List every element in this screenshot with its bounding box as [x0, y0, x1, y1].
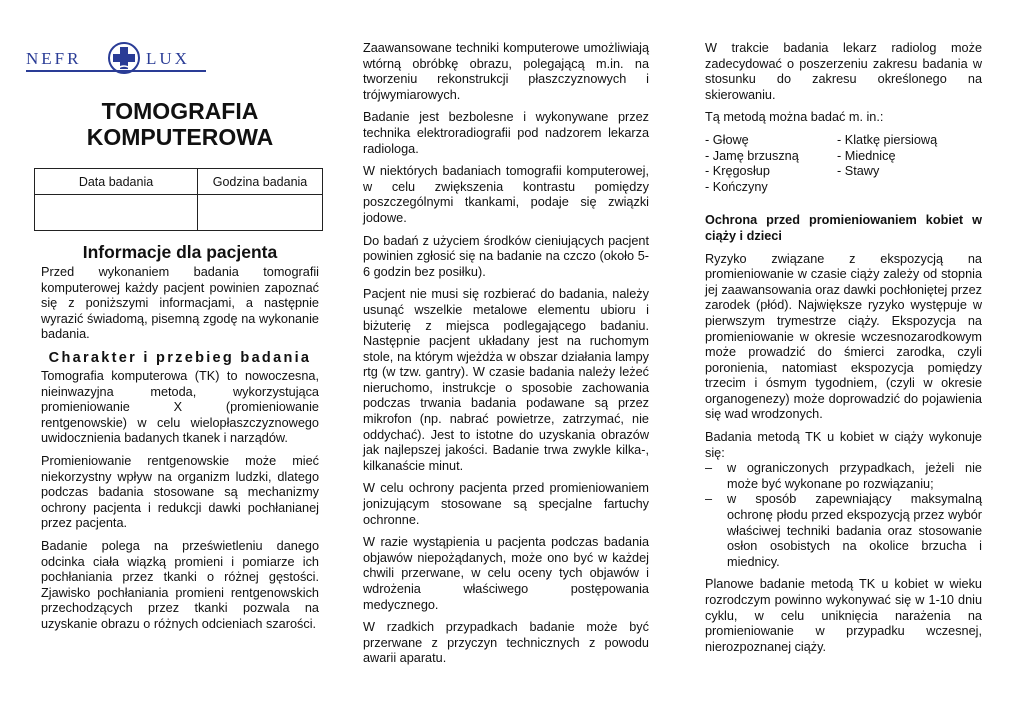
- list-item: - Miednicę: [837, 148, 896, 163]
- paragraph: Tomografia komputerowa (TK) to nowoczesna, nieinwazyjna metoda, wykorzystująca promieniowanie X (promieniowanie rentgenowskie) w celu wielopłaszczyznowego uwidocznienia badanych tkanek i narządów.: [41, 368, 319, 446]
- paragraph: Pacjent nie musi się rozbierać do badania, należy usunąć wszelkie metalowe elementu ubioru i biżuterię z miejsca podlegającego badaniu. Następnie pacjent układany jest na ruchomym stole, na którym wjeżdża w obszar działania lampy rtg (w tzw. gantry). W czasie badania należy leżeć nieruchomo, instrukcje o sposobie zachowania podczas trwania badania podawane są przez mikrofon (np. nabrać powietrze, zatrzymać, nie oddychać). Jest to istotne do uzyskania obrazów jak najlepszej jakości. Badanie trwa zwykle kilka-, kilkanaście minut.: [363, 287, 649, 473]
- pregnancy-conditions-list: [705, 461, 982, 570]
- paragraph: W trakcie badania lekarz radiolog może zadecydować o poszerzeniu zakresu badania w stosunku do zakresu określonego na skierowaniu.: [705, 41, 982, 102]
- list-item: - Klatkę piersiową: [837, 132, 938, 147]
- section-heading: Charakter i przebieg badania: [48, 349, 312, 366]
- paragraph: Zaawansowane techniki komputerowe umożliwiają wtórną obróbkę obrazu, polegającą m.in. na tworzeniu rekonstrukcji płaszczyznowych i trójwymiarowych.: [363, 41, 649, 102]
- nefrolux-logo: [26, 38, 206, 78]
- paragraph: Tą metodą można badać m. in.:: [705, 110, 884, 125]
- column-3: [705, 41, 982, 724]
- intro-paragraph: Przed wykonaniem badania tomografii komputerowej każdy pacjent powinien zapoznać się z poniższymi informacjami, a następnie wyrazić świadomą, pisemną zgodę na wykonanie badania.: [41, 265, 319, 342]
- list-item: - Stawy: [837, 164, 880, 179]
- body-regions-list: [705, 133, 982, 195]
- cross-emblem-icon: [106, 38, 142, 78]
- list-item: – w sposób zapewniający maksymalną ochronę płodu przed ekspozycją przez wybór właściwej techniki badania oraz stosowanie osłon osobistych na okolice brzucha i miednicy.: [705, 492, 982, 570]
- list-item: - Jamę brzuszną: [705, 148, 799, 163]
- date-header: Data badania: [35, 169, 198, 195]
- title-line-1: TOMOGRAFIA: [101, 98, 259, 124]
- paragraph: W celu ochrony pacjenta przed promieniowaniem jonizującym stosowane są specjalne fartuchy ochronne.: [363, 481, 649, 527]
- logo-underline: [26, 70, 206, 72]
- time-field[interactable]: [198, 195, 323, 231]
- protection-heading: Ochrona przed promieniowaniem kobiet w ciąży i dzieci: [705, 213, 982, 243]
- column-1: [41, 265, 319, 724]
- time-header: Godzina badania: [198, 169, 323, 195]
- paragraph: Badanie jest bezbolesne i wykonywane przez technika elektroradiografii pod nadzorem lekarza radiologa.: [363, 110, 649, 156]
- date-time-table: [34, 168, 323, 231]
- list-item: [837, 180, 982, 196]
- list-item: - Kończyny: [705, 179, 768, 194]
- list-item: – w ograniczonych przypadkach, jeżeli nie może być wykonane po rozwiązaniu;: [705, 461, 982, 492]
- paragraph: W rzadkich przypadkach badanie może być przerwane z przyczyn technicznych z powodu awarii aparatu.: [363, 620, 649, 666]
- paragraph: W niektórych badaniach tomografii komputerowej, w celu zwiększenia kontrastu pomiędzy poszczególnymi tkankami, podaje się związki jodowe.: [363, 164, 649, 225]
- document-title: [41, 98, 319, 150]
- logo-text-left: NEFR: [26, 49, 82, 68]
- paragraph: Planowe badanie metodą TK u kobiet w wieku rozrodczym powinno wykonywać się w 1-10 dniu cyklu, w celu uniknięcia narażenia na promieniowanie w przypadku wczesnej, nierozpoznanej ciąży.: [705, 577, 982, 654]
- title-line-2: KOMPUTEROWA: [86, 124, 274, 150]
- list-item: - Kręgosłup: [705, 164, 770, 179]
- paragraph: Promieniowanie rentgenowskie może mieć niekorzystny wpływ na organizm ludzki, dlatego podczas badania stosowane są mechanizmy ochrony pacjenta i redukcji dawki pochłanianej przez pacjenta.: [41, 453, 319, 531]
- paragraph: W razie wystąpienia u pacjenta podczas badania objawów niepożądanych, może ono być w każdej chwili przerwane, w celu oceny tych objawów i wdrożenia właściwego postępowania medycznego.: [363, 535, 649, 612]
- paragraph: Do badań z użyciem środków cieniujących pacjent powinien zgłosić się na badanie na czczo (około 5-6 godzin bez posiłku).: [363, 233, 649, 279]
- list-item: - Głowę: [705, 132, 749, 147]
- date-field[interactable]: [35, 195, 198, 231]
- paragraph: Badanie polega na prześwietleniu danego odcinka ciała wiązką promieni i pomiarze ich pochłaniania przez tkanki o różnej gęstości. Zjawisko pochłaniania promieni rentgenowskich przechodzących przez tkanki pozwala na uzyskanie obrazu o różnych odcieniach szarości.: [41, 538, 319, 631]
- paragraph: Badania metodą TK u kobiet w ciąży wykonuje się:: [705, 430, 982, 460]
- column-2: [363, 41, 649, 724]
- paragraph: Ryzyko związane z ekspozycją na promieniowanie w czasie ciąży zależy od stopnia jej zaawansowania oraz dawki pochłoniętej przez zarodek (płód). Największe ryzyko występuje w pierwszym trymestrze ciąży. Ekspozycja na promieniowanie w okresie wczesnozarodkowym może prowadzić do śmierci zarodka, czyli poronienia, natomiast ekspozycja pomiędzy trzecim i ósmym tygodniem, (czyli w okresie organogenezy) może doprowadzić do pojawienia się wad wrodzonych.: [705, 251, 982, 422]
- logo-text-right: LUX: [146, 49, 190, 68]
- info-heading: Informacje dla pacjenta: [82, 242, 278, 262]
